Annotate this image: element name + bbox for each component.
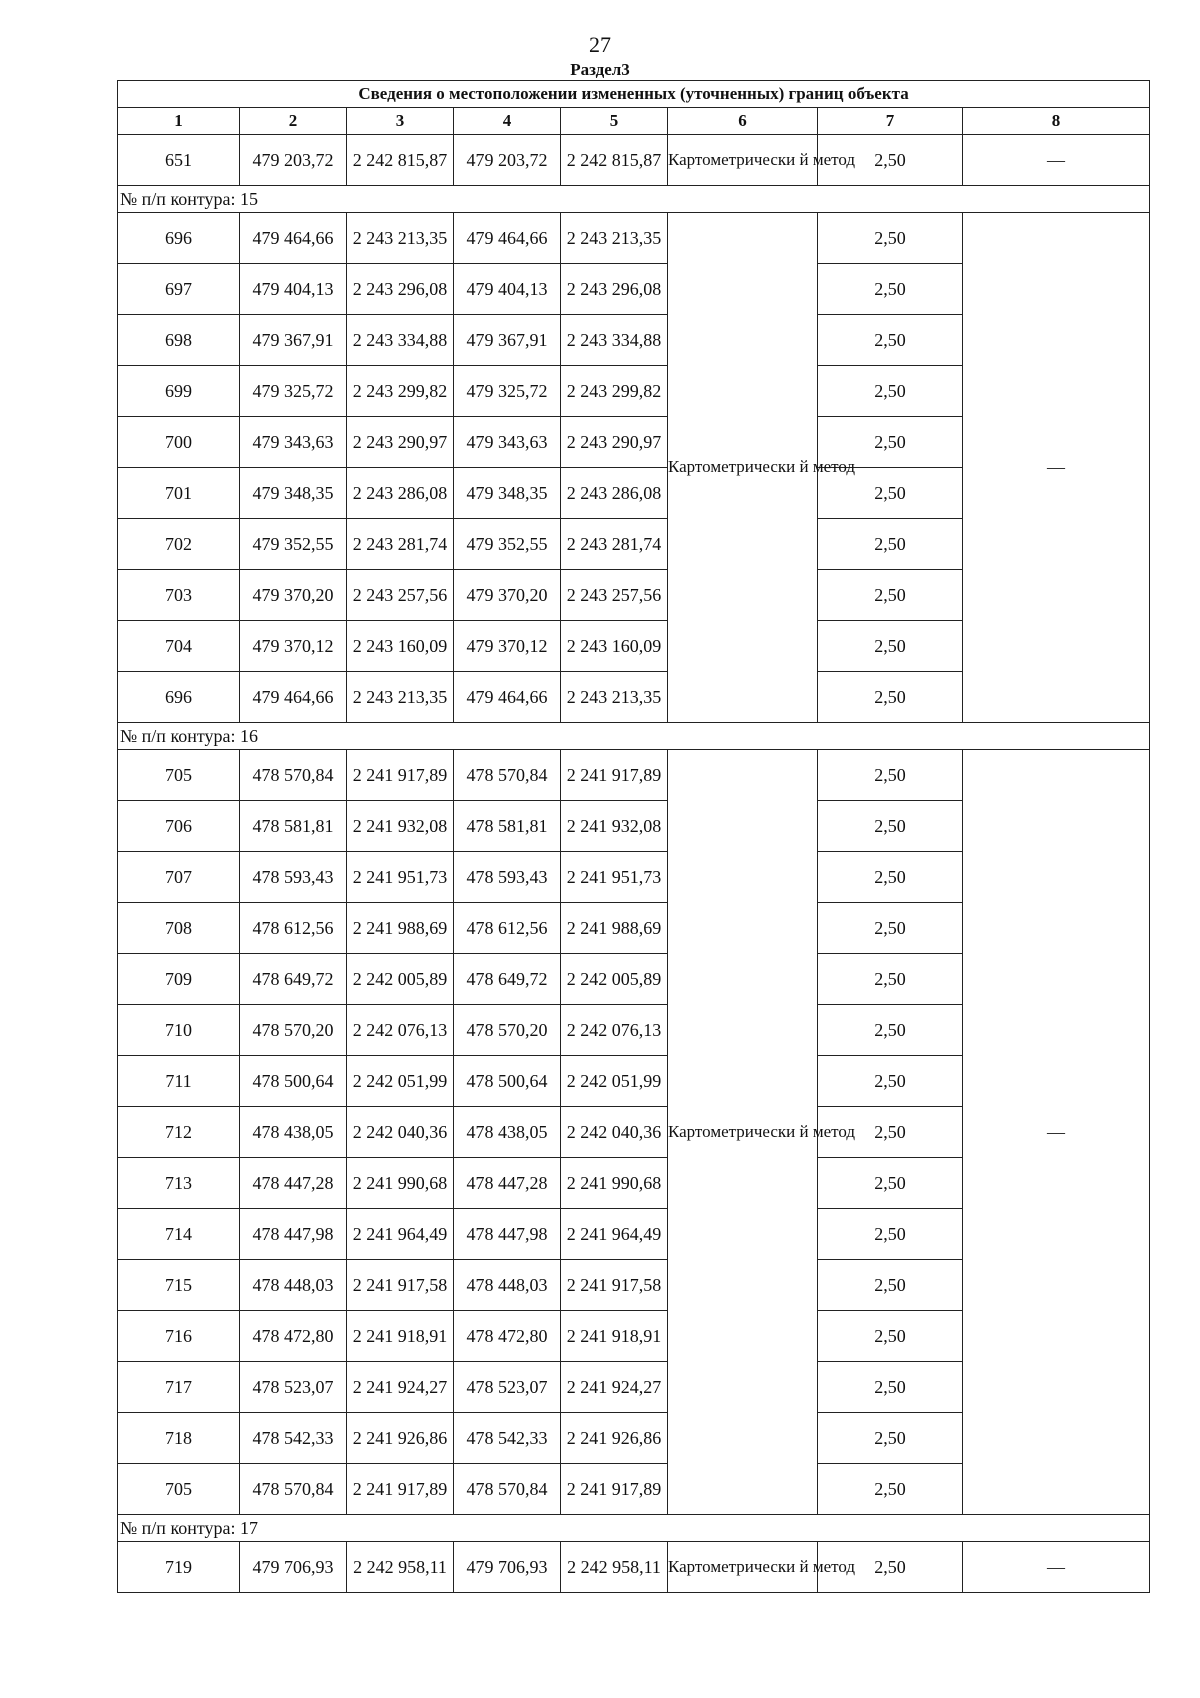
precision-cell: 2,50	[818, 672, 963, 723]
precision-cell: 2,50	[818, 1107, 963, 1158]
page-number: 27	[589, 32, 611, 57]
x-cell: 478 447,28	[240, 1158, 347, 1209]
y-cell: 2 243 281,74	[347, 519, 454, 570]
y-refined-cell: 2 243 334,88	[561, 315, 668, 366]
point-number-cell: 717	[118, 1362, 240, 1413]
point-number-cell: 697	[118, 264, 240, 315]
x-refined-cell: 478 472,80	[454, 1311, 561, 1362]
table-caption: Сведения о местоположении измененных (уточненных) границ объекта	[118, 81, 1150, 108]
x-cell: 479 404,13	[240, 264, 347, 315]
x-refined-cell: 479 348,35	[454, 468, 561, 519]
x-cell: 478 581,81	[240, 801, 347, 852]
x-refined-cell: 478 447,98	[454, 1209, 561, 1260]
y-cell: 2 243 334,88	[347, 315, 454, 366]
column-header: 5	[561, 108, 668, 135]
x-cell: 479 203,72	[240, 135, 347, 186]
y-cell: 2 243 296,08	[347, 264, 454, 315]
x-refined-cell: 479 203,72	[454, 135, 561, 186]
y-cell: 2 241 918,91	[347, 1311, 454, 1362]
y-cell: 2 243 290,97	[347, 417, 454, 468]
x-cell: 478 649,72	[240, 954, 347, 1005]
y-cell: 2 241 932,08	[347, 801, 454, 852]
x-cell: 478 438,05	[240, 1107, 347, 1158]
precision-cell: 2,50	[818, 1464, 963, 1515]
point-number-cell: 715	[118, 1260, 240, 1311]
precision-cell: 2,50	[818, 135, 963, 186]
precision-cell: 2,50	[818, 750, 963, 801]
point-row	[118, 750, 1150, 801]
x-cell: 479 464,66	[240, 213, 347, 264]
y-refined-cell: 2 241 924,27	[561, 1362, 668, 1413]
precision-cell: 2,50	[818, 417, 963, 468]
point-number-cell: 699	[118, 366, 240, 417]
precision-cell: 2,50	[818, 903, 963, 954]
x-refined-cell: 479 370,12	[454, 621, 561, 672]
x-refined-cell: 479 325,72	[454, 366, 561, 417]
precision-cell: 2,50	[818, 366, 963, 417]
point-number-cell: 711	[118, 1056, 240, 1107]
x-refined-cell: 479 352,55	[454, 519, 561, 570]
point-number-cell: 705	[118, 750, 240, 801]
column-8-cell: —	[963, 213, 1150, 723]
x-cell: 478 570,84	[240, 1464, 347, 1515]
point-number-cell: 706	[118, 801, 240, 852]
point-number-cell: 701	[118, 468, 240, 519]
precision-cell: 2,50	[818, 468, 963, 519]
contour-header-row	[118, 1515, 1150, 1542]
y-cell: 2 242 076,13	[347, 1005, 454, 1056]
x-cell: 478 542,33	[240, 1413, 347, 1464]
x-cell: 479 706,93	[240, 1542, 347, 1593]
point-number-cell: 719	[118, 1542, 240, 1593]
point-number-cell: 698	[118, 315, 240, 366]
column-8-cell: —	[963, 750, 1150, 1515]
point-number-cell: 714	[118, 1209, 240, 1260]
point-number-cell: 708	[118, 903, 240, 954]
y-refined-cell: 2 243 286,08	[561, 468, 668, 519]
x-refined-cell: 479 370,20	[454, 570, 561, 621]
y-cell: 2 243 160,09	[347, 621, 454, 672]
x-cell: 478 523,07	[240, 1362, 347, 1413]
x-refined-cell: 478 570,20	[454, 1005, 561, 1056]
precision-cell: 2,50	[818, 1209, 963, 1260]
y-refined-cell: 2 243 213,35	[561, 672, 668, 723]
precision-cell: 2,50	[818, 1158, 963, 1209]
contour-header-row	[118, 186, 1150, 213]
x-cell: 478 448,03	[240, 1260, 347, 1311]
x-refined-cell: 478 570,84	[454, 1464, 561, 1515]
point-number-cell: 696	[118, 213, 240, 264]
point-number-cell: 704	[118, 621, 240, 672]
x-refined-cell: 478 542,33	[454, 1413, 561, 1464]
column-header: 1	[118, 108, 240, 135]
y-cell: 2 241 917,89	[347, 750, 454, 801]
x-refined-cell: 479 367,91	[454, 315, 561, 366]
y-refined-cell: 2 241 917,89	[561, 750, 668, 801]
x-cell: 478 570,20	[240, 1005, 347, 1056]
x-cell: 478 612,56	[240, 903, 347, 954]
precision-cell: 2,50	[818, 1005, 963, 1056]
point-number-cell: 713	[118, 1158, 240, 1209]
y-refined-cell: 2 243 296,08	[561, 264, 668, 315]
y-refined-cell: 2 241 917,58	[561, 1260, 668, 1311]
precision-cell: 2,50	[818, 264, 963, 315]
y-refined-cell: 2 243 160,09	[561, 621, 668, 672]
point-number-cell: 703	[118, 570, 240, 621]
y-cell: 2 242 040,36	[347, 1107, 454, 1158]
y-cell: 2 241 988,69	[347, 903, 454, 954]
precision-cell: 2,50	[818, 852, 963, 903]
x-cell: 478 570,84	[240, 750, 347, 801]
x-cell: 479 325,72	[240, 366, 347, 417]
x-refined-cell: 478 523,07	[454, 1362, 561, 1413]
y-cell: 2 241 917,58	[347, 1260, 454, 1311]
y-refined-cell: 2 241 918,91	[561, 1311, 668, 1362]
precision-cell: 2,50	[818, 954, 963, 1005]
x-refined-cell: 478 448,03	[454, 1260, 561, 1311]
x-cell: 479 370,12	[240, 621, 347, 672]
x-refined-cell: 479 464,66	[454, 213, 561, 264]
point-number-cell: 716	[118, 1311, 240, 1362]
y-refined-cell: 2 243 299,82	[561, 366, 668, 417]
x-cell: 478 500,64	[240, 1056, 347, 1107]
x-refined-cell: 478 570,84	[454, 750, 561, 801]
precision-cell: 2,50	[818, 1260, 963, 1311]
section-title: Раздел3	[570, 60, 630, 79]
y-cell: 2 243 213,35	[347, 213, 454, 264]
x-refined-cell: 478 447,28	[454, 1158, 561, 1209]
y-cell: 2 243 286,08	[347, 468, 454, 519]
x-refined-cell: 479 404,13	[454, 264, 561, 315]
column-header: 6	[668, 108, 818, 135]
y-refined-cell: 2 242 051,99	[561, 1056, 668, 1107]
point-number-cell: 700	[118, 417, 240, 468]
method-cell: Картометрически й метод	[668, 135, 818, 186]
y-cell: 2 241 990,68	[347, 1158, 454, 1209]
x-cell: 479 464,66	[240, 672, 347, 723]
precision-cell: 2,50	[818, 1056, 963, 1107]
x-refined-cell: 478 593,43	[454, 852, 561, 903]
x-cell: 479 352,55	[240, 519, 347, 570]
point-number-cell: 712	[118, 1107, 240, 1158]
x-refined-cell: 479 464,66	[454, 672, 561, 723]
point-row	[118, 1542, 1150, 1593]
y-cell: 2 241 917,89	[347, 1464, 454, 1515]
x-cell: 479 348,35	[240, 468, 347, 519]
y-cell: 2 241 951,73	[347, 852, 454, 903]
y-refined-cell: 2 241 990,68	[561, 1158, 668, 1209]
column-header: 7	[818, 108, 963, 135]
contour-label: № п/п контура: 16	[118, 723, 1150, 750]
y-cell: 2 241 964,49	[347, 1209, 454, 1260]
point-number-cell: 718	[118, 1413, 240, 1464]
method-cell: Картометрически й метод	[668, 1542, 818, 1593]
x-refined-cell: 478 649,72	[454, 954, 561, 1005]
y-refined-cell: 2 242 005,89	[561, 954, 668, 1005]
y-refined-cell: 2 241 926,86	[561, 1413, 668, 1464]
x-cell: 479 370,20	[240, 570, 347, 621]
precision-cell: 2,50	[818, 213, 963, 264]
y-cell: 2 243 257,56	[347, 570, 454, 621]
precision-cell: 2,50	[818, 315, 963, 366]
precision-cell: 2,50	[818, 1542, 963, 1593]
precision-cell: 2,50	[818, 1362, 963, 1413]
precision-cell: 2,50	[818, 801, 963, 852]
coordinates-table	[117, 80, 1150, 1593]
y-cell: 2 242 815,87	[347, 135, 454, 186]
y-refined-cell: 2 241 951,73	[561, 852, 668, 903]
x-refined-cell: 479 343,63	[454, 417, 561, 468]
y-refined-cell: 2 243 213,35	[561, 213, 668, 264]
x-refined-cell: 478 612,56	[454, 903, 561, 954]
contour-header-row	[118, 723, 1150, 750]
point-row	[118, 213, 1150, 264]
y-refined-cell: 2 242 958,11	[561, 1542, 668, 1593]
precision-cell: 2,50	[818, 570, 963, 621]
contour-label: № п/п контура: 15	[118, 186, 1150, 213]
point-row	[118, 135, 1150, 186]
point-number-cell: 651	[118, 135, 240, 186]
y-cell: 2 242 958,11	[347, 1542, 454, 1593]
y-refined-cell: 2 241 988,69	[561, 903, 668, 954]
precision-cell: 2,50	[818, 1311, 963, 1362]
y-cell: 2 243 213,35	[347, 672, 454, 723]
point-number-cell: 705	[118, 1464, 240, 1515]
x-cell: 478 593,43	[240, 852, 347, 903]
column-header: 3	[347, 108, 454, 135]
y-refined-cell: 2 241 932,08	[561, 801, 668, 852]
y-cell: 2 241 924,27	[347, 1362, 454, 1413]
x-refined-cell: 478 500,64	[454, 1056, 561, 1107]
x-refined-cell: 479 706,93	[454, 1542, 561, 1593]
y-cell: 2 241 926,86	[347, 1413, 454, 1464]
method-cell: Картометрически й метод	[668, 750, 818, 1515]
precision-cell: 2,50	[818, 1413, 963, 1464]
table-caption-row	[118, 81, 1150, 108]
column-8-cell: —	[963, 1542, 1150, 1593]
contour-label: № п/п контура: 17	[118, 1515, 1150, 1542]
method-cell: Картометрически й метод	[668, 213, 818, 723]
column-header: 2	[240, 108, 347, 135]
point-number-cell: 702	[118, 519, 240, 570]
y-refined-cell: 2 243 290,97	[561, 417, 668, 468]
y-refined-cell: 2 242 040,36	[561, 1107, 668, 1158]
column-header: 8	[963, 108, 1150, 135]
point-number-cell: 707	[118, 852, 240, 903]
y-refined-cell: 2 242 815,87	[561, 135, 668, 186]
point-number-cell: 710	[118, 1005, 240, 1056]
y-refined-cell: 2 243 257,56	[561, 570, 668, 621]
y-refined-cell: 2 243 281,74	[561, 519, 668, 570]
column-8-cell: —	[963, 135, 1150, 186]
x-cell: 478 447,98	[240, 1209, 347, 1260]
column-header: 4	[454, 108, 561, 135]
point-number-cell: 709	[118, 954, 240, 1005]
y-cell: 2 242 005,89	[347, 954, 454, 1005]
y-cell: 2 243 299,82	[347, 366, 454, 417]
precision-cell: 2,50	[818, 621, 963, 672]
y-refined-cell: 2 242 076,13	[561, 1005, 668, 1056]
x-cell: 479 367,91	[240, 315, 347, 366]
x-refined-cell: 478 438,05	[454, 1107, 561, 1158]
x-cell: 478 472,80	[240, 1311, 347, 1362]
x-refined-cell: 478 581,81	[454, 801, 561, 852]
x-cell: 479 343,63	[240, 417, 347, 468]
y-refined-cell: 2 241 917,89	[561, 1464, 668, 1515]
y-cell: 2 242 051,99	[347, 1056, 454, 1107]
point-number-cell: 696	[118, 672, 240, 723]
y-refined-cell: 2 241 964,49	[561, 1209, 668, 1260]
precision-cell: 2,50	[818, 519, 963, 570]
column-header-row	[118, 108, 1150, 135]
